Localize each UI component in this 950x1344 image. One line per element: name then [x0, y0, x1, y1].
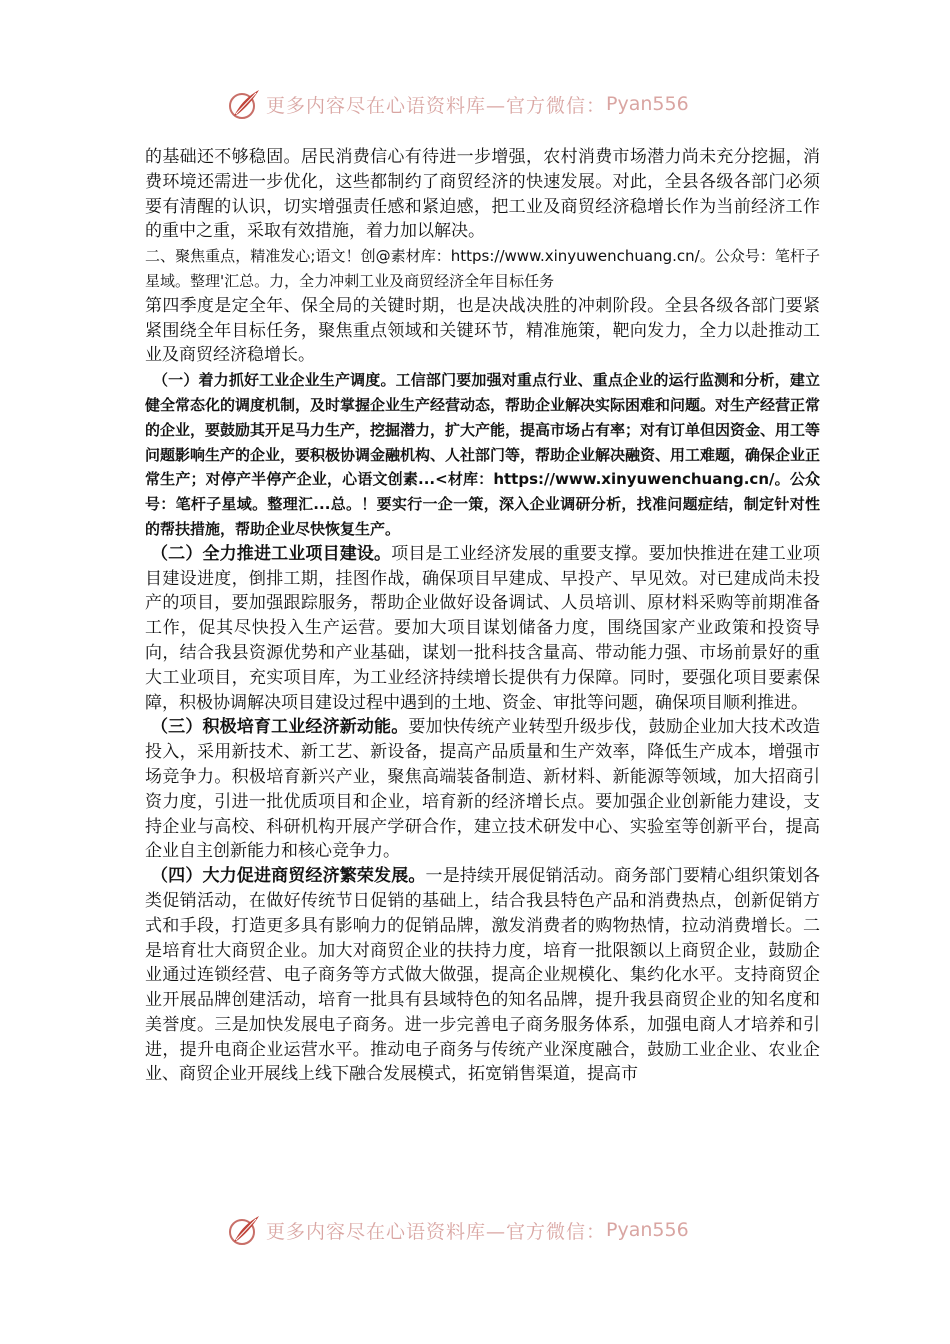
- paragraph-item-three: [145, 715, 820, 864]
- item-four-body: 一是持续开展促销活动。商务部门要精心组织策划各类促销活动，在做好传统节日促销的基础上，结合我县特色产品和消费热点，创新促销方式和手段，打造更多具有影响力的促销品牌，激发消费者的购物热情，拉动消费增长。二是培育壮大商贸企业。加大对商贸企业的扶持力度，培育一批限额以上商贸企业，鼓励企业通过连锁经营、电子商务等方式做大做强，提高企业规模化、集约化水平。支持商贸企业开展品牌创建活动，培育一批具有县域特色的知名品牌，提升我县商贸企业的知名度和美誉度。三是加快发展电子商务。进一步完善电子商务服务体系，加强电商人才培养和引进，提升电商企业运营水平。推动电子商务与传统产业深度融合，鼓励工业企业、农业企业、商贸企业开展线上线下融合发展模式，拓宽销售渠道，提高市: [145, 866, 821, 1085]
- document-body: [145, 145, 820, 1087]
- paragraph-item-one: （一）着力抓好工业企业生产调度。工信部门要加强对重点行业、重点企业的运行监测和分析，建立健全常态化的调度机制，及时掌握企业生产经营动态，帮助企业解决实际困难和问题。对生产经营正常的企业，要鼓励其开足马力生产，挖掘潜力，扩大产能，提高市场占有率；对有订单但因资金、用工等问题影响生产的企业，要积极协调金融机构、人社部门等，帮助企业解决融资、用工难题，确保企业正常生产；对停产半停产企业，心语文创素...<材库：https://www.xinyuwenchuang.cn/。公众号：笔杆子星域。整理汇...总。！要实行一企一策，深入企业调研分析，找准问题症结，制定针对性的帮扶措施，帮助企业尽快恢复生产。: [145, 371, 821, 538]
- feather-pen-logo-icon: [226, 86, 262, 122]
- item-two-body: 项目是工业经济发展的重要支撑。要加快推进在建工业项目建设进度，倒排工期，挂图作战，确保项目早建成、早投产、早见效。对已建成尚未投产的项目，要加强跟踪服务，帮助企业做好设备调试、人员培训、原材料采购等前期准备工作，促其尽快投入生产运营。要加大项目谋划储备力度，围绕国家产业政策和投资导向，结合我县资源优势和产业基础，谋划一批科技含量高、带动能力强、市场前景好的重大工业项目，充实项目库，为工业经济持续增长提供有力保障。同时，要强化项目要素保障，积极协调解决项目建设过程中遇到的土地、资金、审批等问题，确保项目顺利推进。: [145, 543, 821, 713]
- banner-text: 更多内容尽在心语资料库—官方微信：: [266, 94, 607, 117]
- item-three-body: 要加快传统产业转型升级步伐，鼓励企业加大技术改造投入，采用新技术、新工艺、新设备，提高产品质量和生产效率，降低生产成本，增强市场竞争力。积极培育新兴产业，聚焦高端装备制造、新材料、新能源等领域，加大招商引资力度，引进一批优质项目和企业，培育新的经济增长点。要加强企业创新能力建设，支持企业与高校、科研机构开展产学研合作，建立技术研发中心、实验室等创新平台，提高企业自主创新能力和核心竞争力。: [145, 717, 821, 862]
- footer-watermark-banner: [0, 1210, 950, 1250]
- header-watermark-banner: [0, 84, 950, 124]
- paragraph-fourth-quarter: 第四季度是定全年、保全局的关键时期，也是决战决胜的冲刺阶段。全县各级各部门要紧紧围绕全年目标任务，聚焦重点领域和关键环节，精准施策，靶向发力，全力以赴推动工业及商贸经济稳增长。: [145, 295, 820, 366]
- item-three-heading: （三）积极培育工业经济新动能。: [151, 717, 409, 738]
- banner-text: 更多内容尽在心语资料库—官方微信：: [266, 1220, 607, 1243]
- banner-wechat-id: Pyan556: [606, 93, 689, 115]
- item-two-heading: （二）全力推进工业项目建设。: [151, 543, 392, 564]
- paragraph-item-four: [145, 864, 820, 1087]
- banner-wechat-id: Pyan556: [606, 1219, 689, 1241]
- section-heading-two: 二、聚焦重点，精准发心;语文！创@素材库：https://www.xinyuwenchuang.cn/。公众号：笔杆子星域。整理'汇总。力，全力冲刺工业及商贸经济全年目标任务: [145, 247, 820, 290]
- paragraph-intro: 的基础还不够稳固。居民消费信心有待进一步增强，农村消费市场潜力尚未充分挖掘，消费环境还需进一步优化，这些都制约了商贸经济的快速发展。对此，全县各级各部门必须要有清醒的认识，切实增强责任感和紧迫感，把工业及商贸经济稳增长作为当前经济工作的重中之重，采取有效措施，着力加以解决。: [145, 147, 820, 242]
- paragraph-item-two: [145, 542, 820, 716]
- item-four-heading: （四）大力促进商贸经济繁荣发展。: [151, 866, 426, 887]
- feather-pen-logo-icon: [226, 1212, 262, 1248]
